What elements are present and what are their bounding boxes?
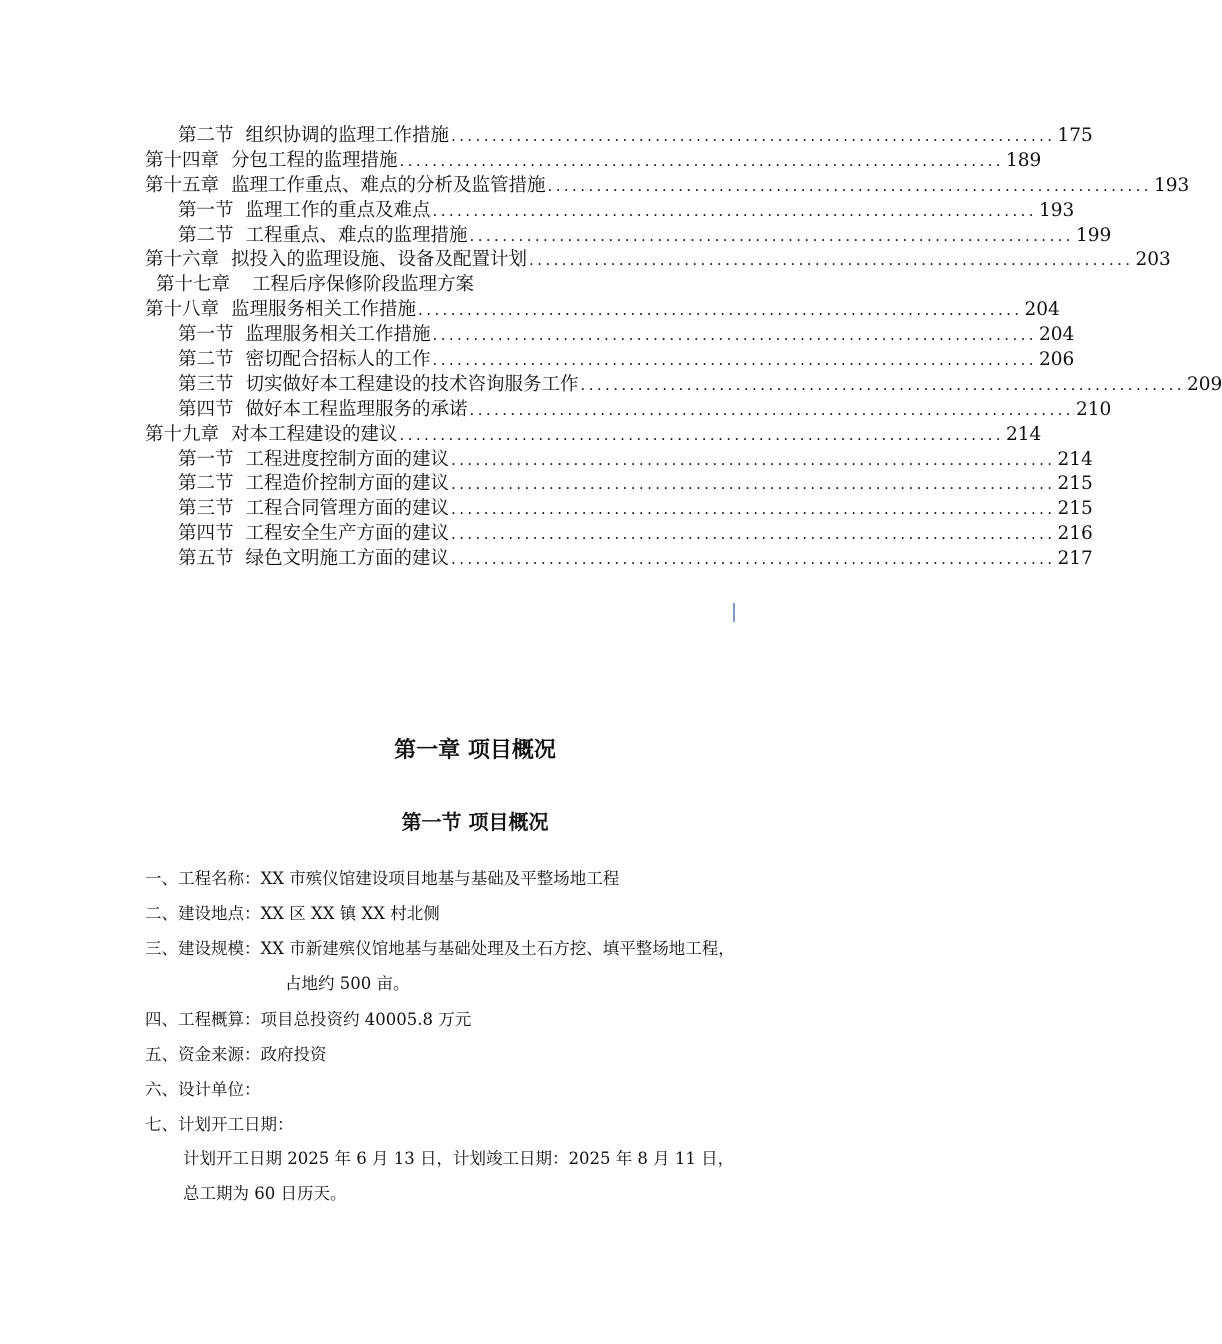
toc-leader-dots: .......................................................................... <box>451 475 1056 494</box>
toc-leader-dots: .......................................................................... <box>529 251 1134 270</box>
text-cursor <box>733 603 735 622</box>
toc-entry[interactable] <box>145 273 807 298</box>
toc-label-title: 工程合同管理方面的建议 <box>245 498 450 520</box>
toc-label-title: 工程造价控制方面的建议 <box>245 473 450 495</box>
toc-label-number: 第十六章 <box>145 249 220 271</box>
project-start-label: 七、计划开工日期： <box>145 1115 294 1134</box>
toc-label-title: 做好本工程监理服务的承诺 <box>245 398 468 420</box>
toc-label-number: 第二节 <box>178 125 234 146</box>
toc-leader-dots: .......................................................................... <box>432 201 1037 220</box>
toc-label-number: 第三节 <box>178 498 234 520</box>
toc-page-number: 206 <box>1038 349 1075 371</box>
toc-label-title: 工程安全生产方面的建议 <box>245 523 450 545</box>
toc-entry[interactable] <box>145 423 1042 448</box>
toc-page-number: 193 <box>1153 174 1190 196</box>
toc-entry[interactable] <box>145 348 1075 373</box>
toc-label-title: 拟投入的监理设施、设备及配置计划 <box>231 249 528 271</box>
toc-entry[interactable] <box>145 174 1190 199</box>
toc-entry[interactable] <box>145 373 1222 398</box>
toc-label-number: 第二节 <box>178 473 234 495</box>
toc-leader-dots: .......................................................................... <box>451 127 1056 145</box>
toc-label-number: 第一节 <box>178 448 234 470</box>
table-of-contents <box>145 124 1222 572</box>
toc-label-number: 第十八章 <box>145 299 220 321</box>
toc-entry[interactable] <box>145 472 1093 497</box>
toc-entry[interactable] <box>145 497 1093 522</box>
toc-entry[interactable] <box>145 199 1075 224</box>
toc-leader-dots: .......................................................................... <box>432 351 1037 370</box>
toc-leader-dots: .......................................................................... <box>547 176 1152 195</box>
toc-entry[interactable] <box>145 224 1112 249</box>
toc-entry[interactable] <box>145 298 1060 323</box>
toc-page-number: 216 <box>1057 523 1093 545</box>
toc-label-title: 分包工程的监理措施 <box>231 149 398 171</box>
toc-label-number: 第二节 <box>178 224 234 246</box>
toc-label-title: 对本工程建设的建议 <box>231 423 398 445</box>
toc-page-number: 215 <box>1057 473 1093 495</box>
toc-label-title: 工程后序保修阶段监理方案 <box>252 274 475 296</box>
toc-label-number: 第一节 <box>178 324 234 346</box>
project-budget-line: 四、工程概算：项目总投资约 40005.8 万元 <box>145 1010 472 1029</box>
toc-leader-dots: .......................................................................... <box>580 375 1185 394</box>
toc-leader-dots: .......................................................................... <box>418 301 1023 320</box>
toc-label-title: 工程重点、难点的监理措施 <box>245 224 468 246</box>
toc-leader-dots: .......................................................................... <box>451 550 1056 569</box>
toc-label-number: 第十九章 <box>145 423 220 445</box>
toc-label-number: 第十七章 <box>156 274 231 296</box>
toc-label-title: 监理服务相关工作措施 <box>231 299 417 321</box>
toc-entry[interactable] <box>145 448 1093 473</box>
toc-label-title: 监理工作重点、难点的分析及监管措施 <box>231 174 546 196</box>
toc-page-number: 215 <box>1057 498 1093 520</box>
toc-page-number: 214 <box>1057 448 1093 470</box>
toc-leader-dots: .......................................................................... <box>451 500 1056 519</box>
toc-label-title: 监理服务相关工作措施 <box>245 324 431 346</box>
toc-page-number: 209 <box>1186 373 1222 395</box>
project-designer-line: 六、设计单位： <box>145 1080 261 1099</box>
toc-page-number: 217 <box>1057 548 1093 570</box>
toc-label-number: 第一节 <box>178 199 234 221</box>
toc-label-number: 第三节 <box>178 373 234 395</box>
project-schedule-line: 计划开工日期 2025 年 6 月 13 日，计划竣工日期：2025 年 8 月 11 日， <box>183 1149 735 1168</box>
toc-entry[interactable] <box>145 323 1075 348</box>
toc-label-number: 第四节 <box>178 523 234 545</box>
toc-page-number: 193 <box>1038 199 1075 221</box>
toc-leader-dots: .......................................................................... <box>432 326 1037 345</box>
toc-page-number: 189 <box>1005 149 1042 171</box>
project-scale-line: 三、建设规模：XX 市新建殡仪馆地基与基础处理及土石方挖、填平整场地工程， <box>145 939 735 958</box>
chapter-title: 第一章 项目概况 <box>394 738 556 763</box>
toc-label-number: 第十四章 <box>145 149 220 171</box>
toc-entry[interactable] <box>145 547 1093 572</box>
project-funding-line: 五、资金来源：政府投资 <box>145 1045 327 1064</box>
toc-leader-dots: .......................................................................... <box>399 425 1004 444</box>
toc-label-number: 第五节 <box>178 548 234 570</box>
toc-label-title: 组织协调的监理工作措施 <box>245 125 450 146</box>
toc-entry[interactable] <box>145 248 1171 273</box>
toc-label-title: 切实做好本工程建设的技术咨询服务工作 <box>245 373 579 395</box>
toc-entry[interactable] <box>145 398 1112 423</box>
toc-label-title: 监理工作的重点及难点 <box>245 199 431 221</box>
section-title: 第一节 项目概况 <box>401 810 549 834</box>
toc-leader-dots: .......................................................................... <box>399 151 1004 170</box>
toc-label-title: 工程进度控制方面的建议 <box>245 448 450 470</box>
toc-page-number: 175 <box>1057 125 1093 146</box>
toc-page-number: 214 <box>1005 423 1042 445</box>
toc-leader-dots: .......................................................................... <box>469 226 1074 245</box>
toc-leader-dots: .......................................................................... <box>451 525 1056 544</box>
toc-label-number: 第四节 <box>178 398 234 420</box>
toc-page-number: 204 <box>1038 324 1075 346</box>
toc-entry[interactable] <box>145 522 1093 547</box>
project-name-line: 一、工程名称：XX 市殡仪馆建设项目地基与基础及平整场地工程 <box>145 869 620 888</box>
toc-page-number: 204 <box>1024 299 1060 321</box>
project-duration-line: 总工期为 60 日历天。 <box>183 1184 347 1203</box>
toc-leader-dots: .......................................................................... <box>469 400 1074 419</box>
toc-entry[interactable] <box>145 149 1042 174</box>
toc-leader-dots: .......................................................................... <box>451 450 1056 469</box>
toc-label-title: 密切配合招标人的工作 <box>245 349 431 371</box>
toc-label-number: 第十五章 <box>145 174 220 196</box>
toc-page-number: 210 <box>1075 398 1112 420</box>
toc-page-number: 203 <box>1135 249 1171 271</box>
toc-page-number: 199 <box>1075 224 1112 246</box>
toc-label-number: 第二节 <box>178 349 234 371</box>
toc-label-title: 绿色文明施工方面的建议 <box>245 548 450 570</box>
project-scale-continuation: 占地约 500 亩。 <box>285 974 410 993</box>
toc-entry[interactable] <box>145 124 1093 149</box>
project-location-line: 二、建设地点：XX 区 XX 镇 XX 村北侧 <box>145 904 440 923</box>
